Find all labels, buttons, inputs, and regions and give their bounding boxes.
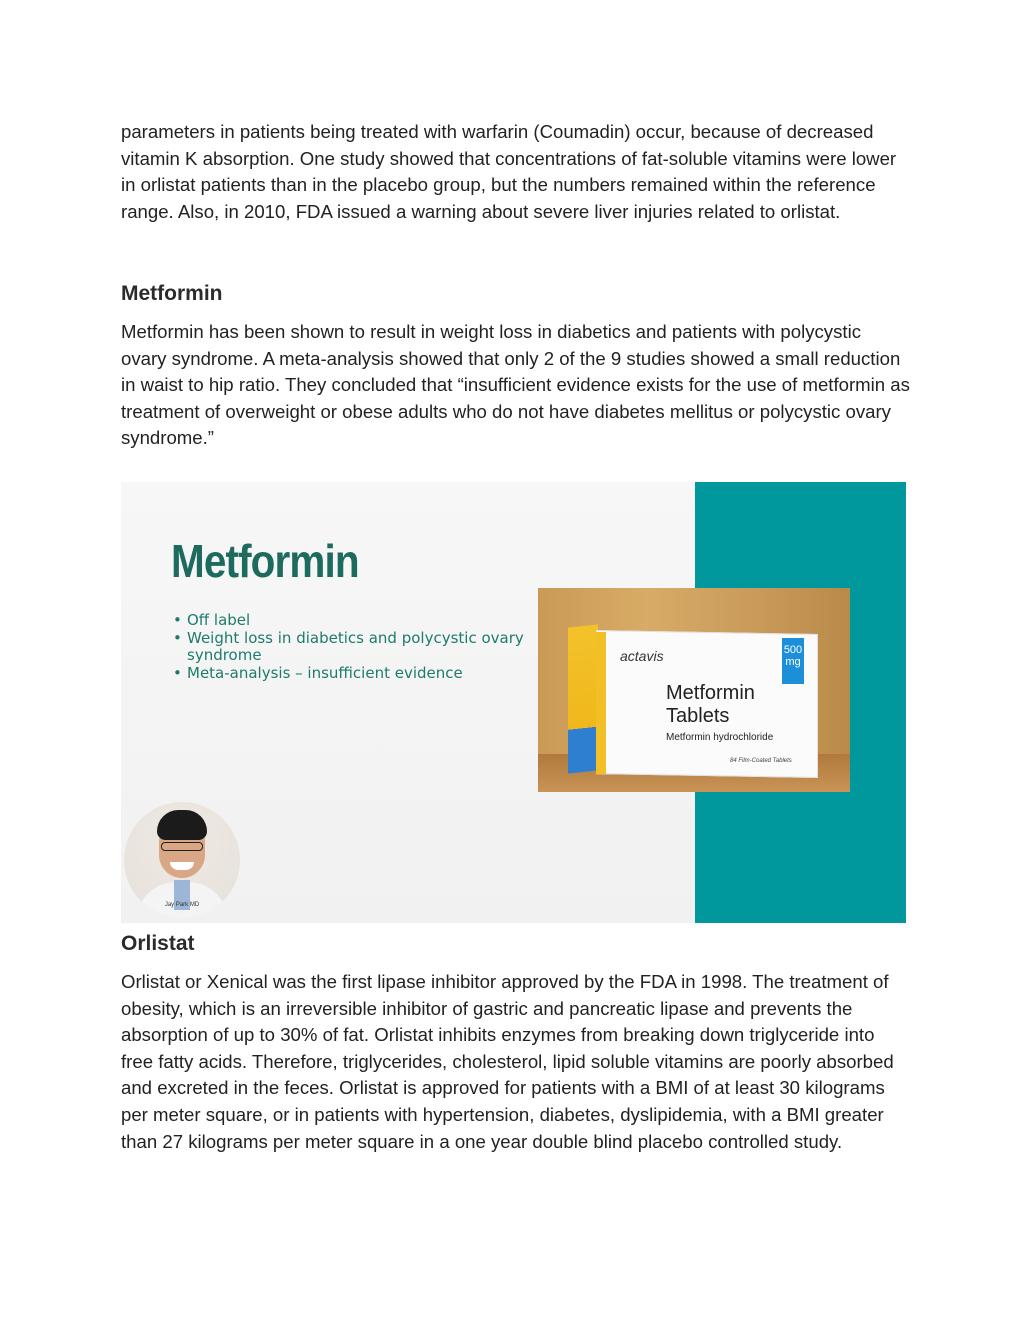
box-side: [568, 624, 598, 773]
presenter-avatar: [124, 802, 240, 918]
metformin-box-photo: [538, 588, 850, 792]
box-dose: 500 mg: [782, 638, 804, 684]
paragraph-metformin: Metformin has been shown to result in weight loss in diabetics and patients with polycystic ovary syndrome. A meta-analysis showed that only 2 of the 9 studies showed a small reduction in waist to hip ratio. They concluded that “insufficient evidence exists for the use of metformin as treatment of overweight or obese adults who do not have diabetes mellitus or polycystic ovary syndrome.”: [121, 321, 910, 449]
box-count: 84 Film-Coated Tablets: [730, 758, 792, 764]
heading-metformin: Metformin: [121, 282, 223, 305]
metformin-slide-image: [121, 482, 906, 923]
avatar-hair: [157, 810, 207, 840]
slide-bullet-list: [173, 612, 527, 682]
box-subtitle: Metformin hydrochloride: [666, 732, 774, 743]
slide-bullet: • Off label: [173, 612, 527, 630]
box-brand: actavis: [620, 648, 664, 664]
heading-orlistat: Orlistat: [121, 932, 195, 955]
slide-bullet: • Weight loss in diabetics and polycystic ovary syndrome: [173, 630, 527, 665]
box-stripe: [596, 632, 606, 774]
slide-bullet: • Meta-analysis – insufficient evidence: [173, 665, 527, 683]
paragraph-orlistat: Orlistat or Xenical was the first lipase inhibitor approved by the FDA in 1998. The treatment of obesity, which is an irreversible inhibitor of gastric and pancreatic lipase and prevents the absorption of up to 30% of fat. Orlistat inhibits enzymes from breaking down triglyceride into free fatty acids. Therefore, triglycerides, cholesterol, lipid soluble vitamins are poorly absorbed and excreted in the feces. Orlistat is approved for patients with a BMI of at least 30 kilograms per meter square, or in patients with hypertension, diabetes, dyslipidemia, with a BMI greater than 27 kilograms per meter square in a one year double blind placebo controlled study.: [121, 971, 894, 1152]
box-name: Metformin Tablets: [666, 682, 755, 727]
avatar-label: Jay Park MD: [164, 902, 200, 908]
avatar-glasses: [161, 842, 203, 851]
slide-title: Metformin: [171, 535, 359, 587]
paragraph-warfarin: parameters in patients being treated with warfarin (Coumadin) occur, because of decreased vitamin K absorption. One study showed that concentrations of fat-soluble vitamins were lower in orlistat patients than in the placebo group, but the numbers remained within the reference range. Also, in 2010, FDA issued a warning about severe liver injuries related to orlistat.: [121, 121, 897, 222]
